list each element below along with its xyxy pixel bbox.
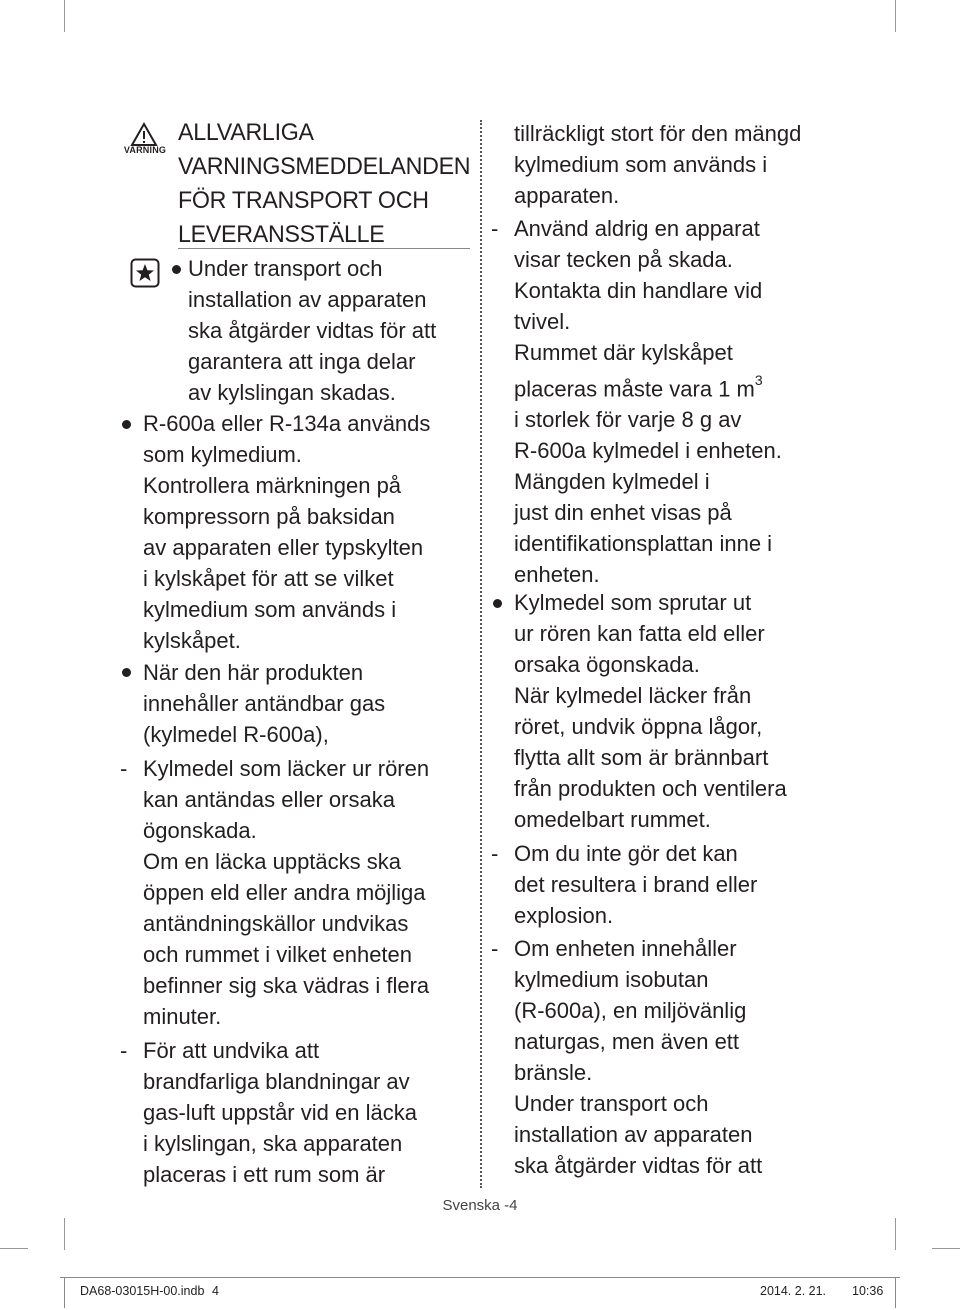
print-date: 2014. 2. 21. [760, 1284, 827, 1298]
text-line: Kylmedel som sprutar ut [514, 590, 752, 615]
text-line: i storlek för varje 8 g av [514, 407, 742, 433]
paragraph-transport [188, 253, 436, 408]
star-box-icon [130, 258, 160, 288]
page-number: Svenska -4 [442, 1197, 518, 1214]
text-line: Om enheten innehåller [514, 936, 737, 961]
crop-mark [932, 1248, 960, 1249]
text-line: minuter. [143, 1004, 222, 1029]
text-line: omedelbart rummet. [514, 807, 711, 832]
text-line: kompressorn på baksidan [143, 504, 395, 529]
text-line: befinner sig ska vädras i flera [143, 973, 430, 998]
heading-line: ALLVARLIGA [178, 119, 314, 146]
text-line: kylmedium isobutan [514, 967, 709, 992]
crop-mark [895, 1218, 896, 1250]
dash-marker: - [491, 841, 499, 866]
text-line: kylmedium som används i [143, 597, 397, 622]
text-line: kylmedium som används i [514, 152, 768, 177]
paragraph-leak [143, 753, 429, 1032]
text-line: i kylskåpet för att se vilket [143, 566, 394, 591]
text-line: Kontrollera märkningen på [143, 473, 402, 498]
bullet-marker [172, 265, 181, 274]
text-line: enheten. [514, 562, 600, 588]
text-line: orsaka ögonskada. [514, 652, 700, 677]
text-line: i kylslingan, ska apparaten [143, 1131, 403, 1156]
bullet-marker [122, 668, 131, 677]
file-name: DA68-03015H-00.indb [80, 1284, 205, 1298]
slug-divider [64, 1278, 65, 1308]
text-line: brandfarliga blandningar av [143, 1069, 410, 1094]
text-line: det resultera i brand eller [514, 872, 758, 897]
text-line: från produkten och ventilera [514, 776, 787, 801]
text-line: tvivel. [514, 309, 571, 334]
text-line: R-600a eller R-134a används [143, 411, 431, 436]
text-line: ögonskada. [143, 818, 257, 843]
paragraph-damaged-appliance [514, 213, 782, 590]
text-line: apparaten. [514, 183, 620, 208]
text-line: Under transport och [188, 256, 383, 281]
text-line: och rummet i vilket enheten [143, 942, 413, 967]
text-line: kan antändas eller orsaka [143, 787, 395, 812]
warning-label: VARNING [123, 145, 167, 155]
text-line: gas-luft uppstår vid en läcka [143, 1100, 417, 1125]
text-line: röret, undvik öppna lågor, [514, 714, 763, 739]
paragraph-isobutane [514, 933, 762, 1181]
dash-marker: - [491, 936, 499, 961]
text-line: (kylmedel R-600a), [143, 722, 329, 747]
column-separator [480, 120, 482, 1188]
text-line: kylskåpet. [143, 628, 241, 653]
text-line: Om en läcka upptäcks ska [143, 849, 402, 874]
text-line: R-600a kylmedel i enheten. [514, 438, 782, 464]
text-line: installation av apparaten [188, 287, 427, 312]
text-line: bränsle. [514, 1060, 593, 1085]
text-line: naturgas, men även ett [514, 1029, 740, 1054]
text-line [514, 368, 782, 404]
paragraph-gas-air [143, 1035, 417, 1190]
text-line: ur rören kan fatta eld eller [514, 621, 765, 646]
text-line: När kylmedel läcker från [514, 683, 752, 708]
heading-line: FÖR TRANSPORT OCH [178, 187, 429, 214]
text-line: öppen eld eller andra möjliga [143, 880, 426, 905]
bullet-marker [493, 599, 502, 608]
text-line: tillräckligt stort för den mängd [514, 121, 802, 146]
text-line: Under transport och [514, 1091, 709, 1116]
text-line: Använd aldrig en apparat [514, 216, 760, 241]
paragraph-room-size [514, 118, 801, 211]
text-line: För att undvika att [143, 1038, 320, 1063]
text-line: garantera att inga delar [188, 349, 416, 374]
crop-mark [895, 0, 896, 32]
text-line: just din enhet visas på [514, 500, 732, 526]
text-line: av kylslingan skadas. [188, 380, 396, 405]
text-line: När den här produkten [143, 660, 364, 685]
slug-divider [895, 1278, 896, 1308]
paragraph-refrigerant [143, 408, 430, 656]
text-line: (R-600a), en miljövänlig [514, 998, 747, 1023]
text-line: Rummet där kylskåpet [514, 340, 733, 365]
print-time: 10:36 [852, 1284, 884, 1298]
paragraph-fire-risk [514, 838, 757, 931]
text-line: innehåller antändbar gas [143, 691, 386, 716]
text-line-part: placeras måste vara 1 m [514, 376, 755, 402]
crop-mark [0, 1248, 28, 1249]
text-line: flytta allt som är brännbart [514, 745, 769, 770]
heading-line: LEVERANSSTÄLLE [178, 221, 385, 248]
paragraph-flammable [143, 657, 385, 750]
file-page: 4 [212, 1284, 219, 1298]
text-line: Kontakta din handlare vid [514, 278, 763, 303]
bullet-marker [122, 420, 131, 429]
crop-mark [64, 0, 65, 32]
text-line: ska åtgärder vidtas för att [188, 318, 437, 343]
text-line: Om du inte gör det kan [514, 841, 738, 866]
text-line: visar tecken på skada. [514, 247, 733, 272]
text-line: av apparaten eller typskylten [143, 535, 424, 560]
heading-divider [178, 248, 470, 249]
text-line: Kylmedel som läcker ur rören [143, 756, 430, 781]
crop-mark [64, 1218, 65, 1250]
text-line: ska åtgärder vidtas för att [514, 1153, 763, 1178]
dash-marker: - [120, 1038, 128, 1063]
superscript-three: 3 [754, 372, 763, 388]
text-line: explosion. [514, 903, 614, 928]
text-line: identifikationsplattan inne i [514, 531, 773, 557]
text-line: placeras i ett rum som är [143, 1162, 386, 1187]
dash-marker: - [120, 756, 128, 781]
section-heading [178, 116, 471, 252]
paragraph-spraying-refrigerant [514, 587, 787, 835]
text-line: installation av apparaten [514, 1122, 753, 1147]
text-line: Mängden kylmedel i [514, 469, 710, 495]
heading-line: VARNINGSMEDDELANDEN [178, 153, 471, 180]
text-line: som kylmedium. [143, 442, 302, 467]
dash-marker: - [491, 216, 499, 241]
text-line: antändningskällor undvikas [143, 911, 409, 936]
